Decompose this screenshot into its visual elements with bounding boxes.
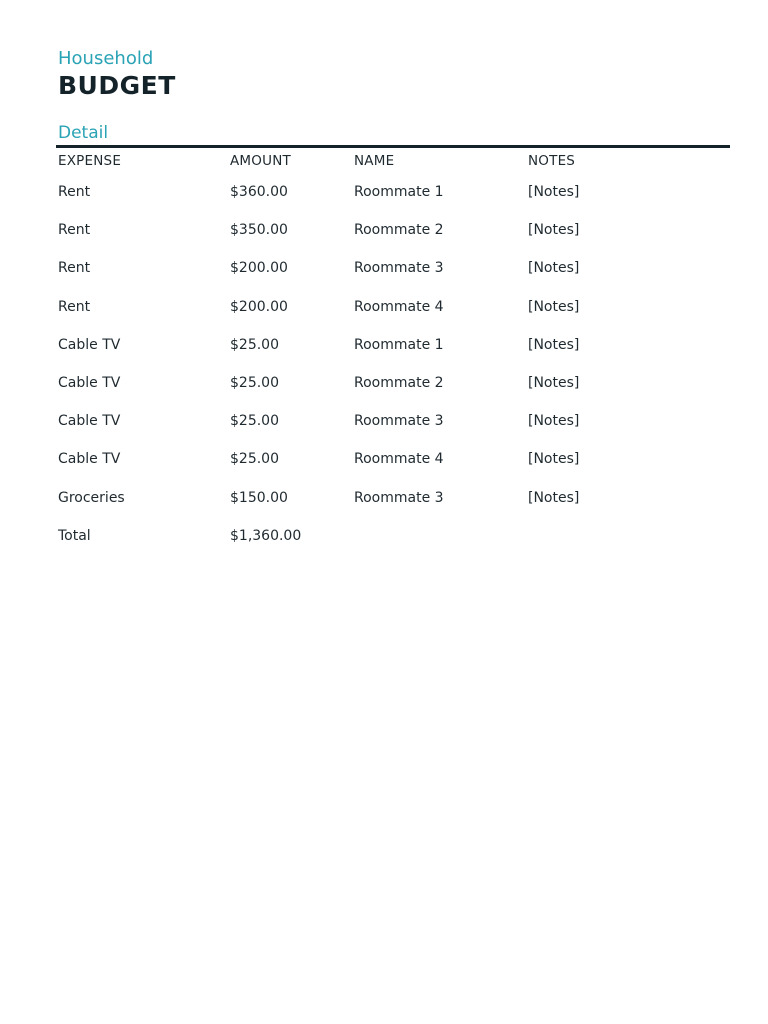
table-row — [58, 211, 730, 249]
column-header-notes[interactable]: NOTES — [528, 152, 576, 169]
cell-amount[interactable]: $350.00 — [230, 222, 288, 239]
document-subtitle: Household — [58, 48, 154, 69]
total-name-empty — [354, 517, 528, 555]
total-notes-empty — [528, 517, 730, 555]
table-body — [58, 173, 730, 555]
cell-amount[interactable]: $25.00 — [230, 413, 279, 430]
table-row — [58, 402, 730, 440]
table-row — [58, 440, 730, 478]
cell-notes[interactable]: [Notes] — [528, 336, 580, 353]
cell-amount[interactable]: $200.00 — [230, 260, 288, 277]
cell-name[interactable]: Roommate 1 — [354, 184, 444, 201]
cell-expense[interactable]: Cable TV — [58, 413, 121, 430]
cell-amount[interactable]: $200.00 — [230, 298, 288, 315]
table-row — [58, 479, 730, 517]
cell-name[interactable]: Roommate 3 — [354, 260, 444, 277]
cell-notes[interactable]: [Notes] — [528, 260, 580, 277]
cell-amount[interactable]: $150.00 — [230, 489, 288, 506]
cell-name[interactable]: Roommate 2 — [354, 222, 444, 239]
cell-amount[interactable]: $360.00 — [230, 184, 288, 201]
total-row — [58, 517, 730, 555]
column-header-expense[interactable]: EXPENSE — [58, 152, 122, 169]
cell-notes[interactable]: [Notes] — [528, 489, 580, 506]
cell-amount[interactable]: $25.00 — [230, 375, 279, 392]
cell-name[interactable]: Roommate 1 — [354, 336, 444, 353]
total-amount[interactable]: $1,360.00 — [230, 527, 302, 544]
cell-name[interactable]: Roommate 3 — [354, 413, 444, 430]
cell-notes[interactable]: [Notes] — [528, 184, 580, 201]
cell-notes[interactable]: [Notes] — [528, 413, 580, 430]
cell-amount[interactable]: $25.00 — [230, 336, 279, 353]
cell-expense[interactable]: Rent — [58, 260, 91, 277]
column-header-name[interactable]: NAME — [354, 152, 395, 169]
cell-expense[interactable]: Groceries — [58, 489, 125, 506]
cell-expense[interactable]: Cable TV — [58, 451, 121, 468]
cell-name[interactable]: Roommate 2 — [354, 375, 444, 392]
table-row — [58, 249, 730, 287]
cell-name[interactable]: Roommate 4 — [354, 451, 444, 468]
cell-notes[interactable]: [Notes] — [528, 375, 580, 392]
cell-amount[interactable]: $25.00 — [230, 451, 279, 468]
table-row — [58, 288, 730, 326]
cell-notes[interactable]: [Notes] — [528, 222, 580, 239]
cell-notes[interactable]: [Notes] — [528, 298, 580, 315]
document-title: BUDGET — [58, 71, 176, 100]
cell-name[interactable]: Roommate 4 — [354, 298, 444, 315]
section-heading: Detail — [58, 123, 109, 143]
table-header-row — [58, 148, 730, 173]
cell-expense[interactable]: Rent — [58, 184, 91, 201]
table-header — [58, 148, 730, 173]
table-row — [58, 364, 730, 402]
column-header-amount[interactable]: AMOUNT — [230, 152, 291, 169]
cell-notes[interactable]: [Notes] — [528, 451, 580, 468]
cell-expense[interactable]: Rent — [58, 298, 91, 315]
table-row — [58, 326, 730, 364]
cell-expense[interactable]: Cable TV — [58, 375, 121, 392]
cell-expense[interactable]: Rent — [58, 222, 91, 239]
cell-expense[interactable]: Cable TV — [58, 336, 121, 353]
cell-name[interactable]: Roommate 3 — [354, 489, 444, 506]
total-label[interactable]: Total — [58, 527, 91, 544]
table-row — [58, 173, 730, 211]
expense-table — [58, 148, 730, 555]
